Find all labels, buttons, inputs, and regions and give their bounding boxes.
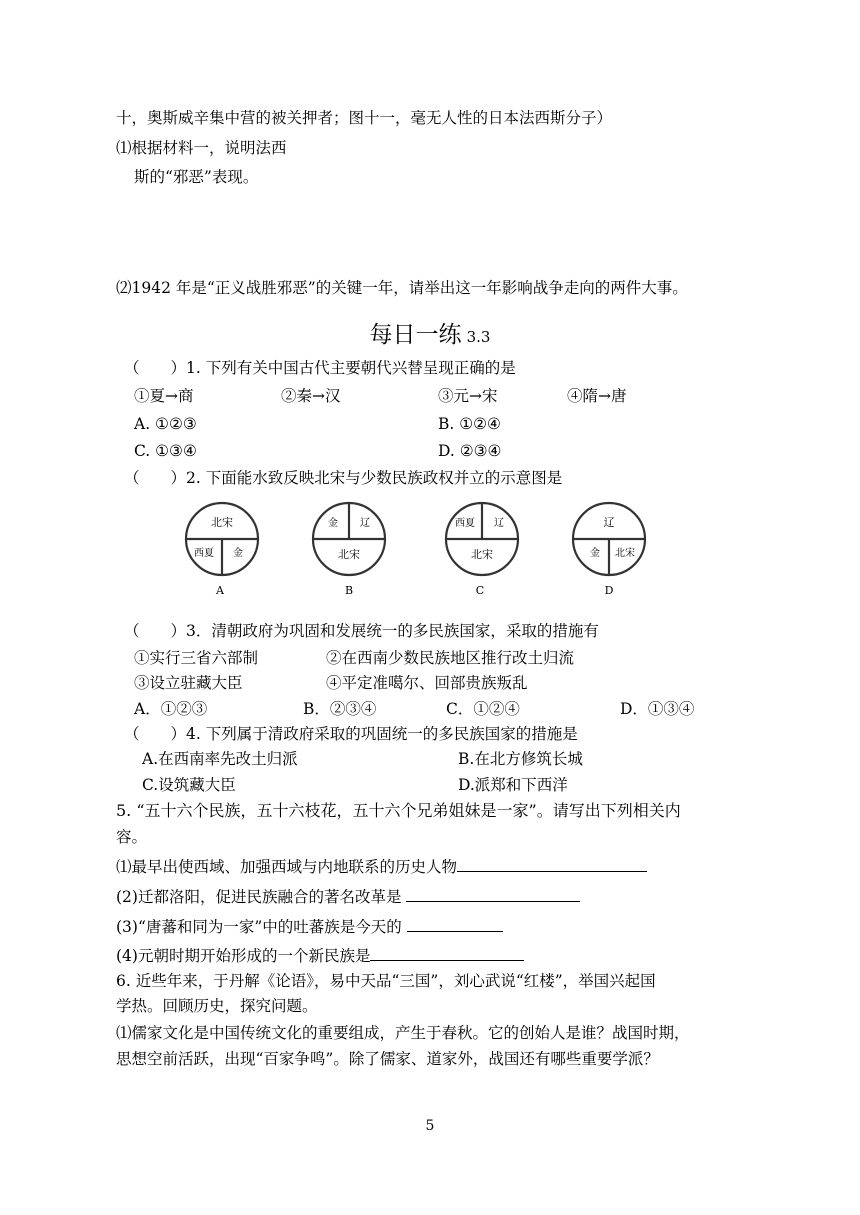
- answer-blank[interactable]: [457, 855, 647, 872]
- q5-part-1-text: ⑴最早出使西域、加强西域与内地联系的历史人物: [116, 858, 458, 876]
- q3-item: ①实行三省六部制: [134, 649, 259, 667]
- q5-part-4-text: (4)元朝时期开始形成的一个新民族是: [116, 947, 371, 965]
- q6-part-1: ⑴儒家文化是中国传统文化的重要组成，产生于春秋。它的创始人是谁？战国时期，: [116, 1024, 690, 1042]
- q1-item: ③元→宋: [438, 387, 498, 405]
- q3-option: B．②③④: [303, 700, 377, 718]
- diagram-a: [180, 498, 264, 602]
- q1-option: D. ②③④: [438, 442, 502, 460]
- question-2: ⑵1942 年是“正义战胜邪恶”的关键一年，请举出这一年影响战争走向的两件大事。: [116, 279, 688, 297]
- answer-blank[interactable]: [407, 915, 503, 932]
- diagram-b: [307, 498, 391, 602]
- q5-part-3-text: (3)“唐蕃和同为一家”中的吐蕃族是今天的: [116, 918, 402, 936]
- q3-item: ②在西南少数民族地区推行改土归流: [326, 649, 575, 667]
- q1-option: A. ①②③: [134, 415, 197, 433]
- section-title-number: 3.3: [466, 328, 491, 346]
- q5-part-3: [116, 915, 503, 937]
- diagram-letter: C: [475, 584, 485, 597]
- q2-stem: （ ）2. 下面能水致反映北宋与少数民族政权并立的示意图是: [124, 469, 563, 487]
- diagram-letter: D: [604, 584, 614, 597]
- label-tl: 西夏: [455, 518, 475, 529]
- q1-stem: （ ）1. 下列有关中国古代主要朝代兴替呈现正确的是: [124, 359, 516, 377]
- q6-stem-cont: 学热。回顾历史，探究问题。: [116, 997, 318, 1015]
- section-title-text: 每日一练: [369, 322, 462, 348]
- q6-stem: 6. 近些年来，于丹解《论语》，易中天品“三国”，刘心武说“红楼”，举国兴起国: [116, 972, 656, 990]
- intro-line: 十，奥斯威辛集中营的被关押者；图十一，毫无人性的日本法西斯分子）: [116, 109, 613, 127]
- label-top: 北宋: [211, 516, 233, 529]
- page-number: 5: [425, 1118, 435, 1134]
- q5-part-2: [116, 885, 580, 907]
- label-bottom: 北宋: [471, 548, 493, 561]
- label-tr: 辽: [360, 518, 370, 529]
- question-1a: ⑴根据材料一，说明法西: [116, 139, 287, 157]
- label-tr: 辽: [494, 518, 504, 529]
- q5-stem: 5. “五十六个民族，五十六枝花，五十六个兄弟姐妹是一家”。请写出下列相关内: [116, 801, 681, 820]
- q4-stem: （ ）4. 下列属于清政府采取的巩固统一的多民族国家的措施是: [124, 725, 578, 743]
- q5-part-1: [116, 855, 647, 877]
- q4-option: D.派郑和下西洋: [458, 776, 568, 794]
- q5-stem-cont: 容。: [116, 828, 148, 846]
- answer-blank[interactable]: [370, 944, 524, 961]
- question-1b: 斯的“邪恶”表现。: [134, 168, 259, 186]
- q1-option: B. ①②④: [438, 415, 501, 433]
- q4-option: A.在西南率先改土归派: [142, 750, 298, 768]
- q5-part-4: [116, 944, 524, 966]
- q3-item: ③设立驻藏大臣: [134, 674, 243, 692]
- label-tl: 金: [328, 518, 338, 529]
- q3-option: A．①②③: [134, 700, 208, 718]
- diagram-c: [440, 498, 524, 602]
- q1-item: ②秦→汉: [281, 387, 341, 405]
- label-br: 北宋: [615, 548, 635, 559]
- q1-option: C. ①③④: [134, 442, 197, 460]
- label-bl: 西夏: [194, 548, 214, 559]
- q4-option: B.在北方修筑长城: [458, 750, 583, 768]
- q3-option: D．①③④: [620, 700, 695, 718]
- q3-stem: （ ）3．清朝政府为巩固和发展统一的多民族国家，采取的措施有: [124, 622, 599, 640]
- diagram-letter: B: [344, 584, 354, 597]
- q5-part-2-text: (2)迁都洛阳，促进民族融合的著名改革是: [116, 888, 402, 906]
- label-br: 金: [233, 548, 243, 559]
- answer-blank[interactable]: [406, 885, 580, 902]
- label-top: 辽: [603, 516, 615, 529]
- q1-item: ④隋→唐: [567, 387, 627, 405]
- label-bottom: 北宋: [338, 548, 360, 561]
- q6-part-1-cont: 思想空前活跃，出现“百家争鸣”。除了儒家、道家外，战国还有哪些重要学派？: [116, 1050, 659, 1068]
- diagram-d: [567, 498, 651, 602]
- q1-item: ①夏→商: [134, 387, 194, 405]
- label-bl: 金: [590, 548, 600, 559]
- diagram-letter: A: [216, 584, 224, 597]
- q3-item: ④平定准噶尔、回部贵族叛乱: [326, 674, 528, 692]
- q3-option: C．①②④: [446, 700, 520, 718]
- section-title: [0, 316, 860, 349]
- q4-option: C.设筑藏大臣: [142, 776, 236, 794]
